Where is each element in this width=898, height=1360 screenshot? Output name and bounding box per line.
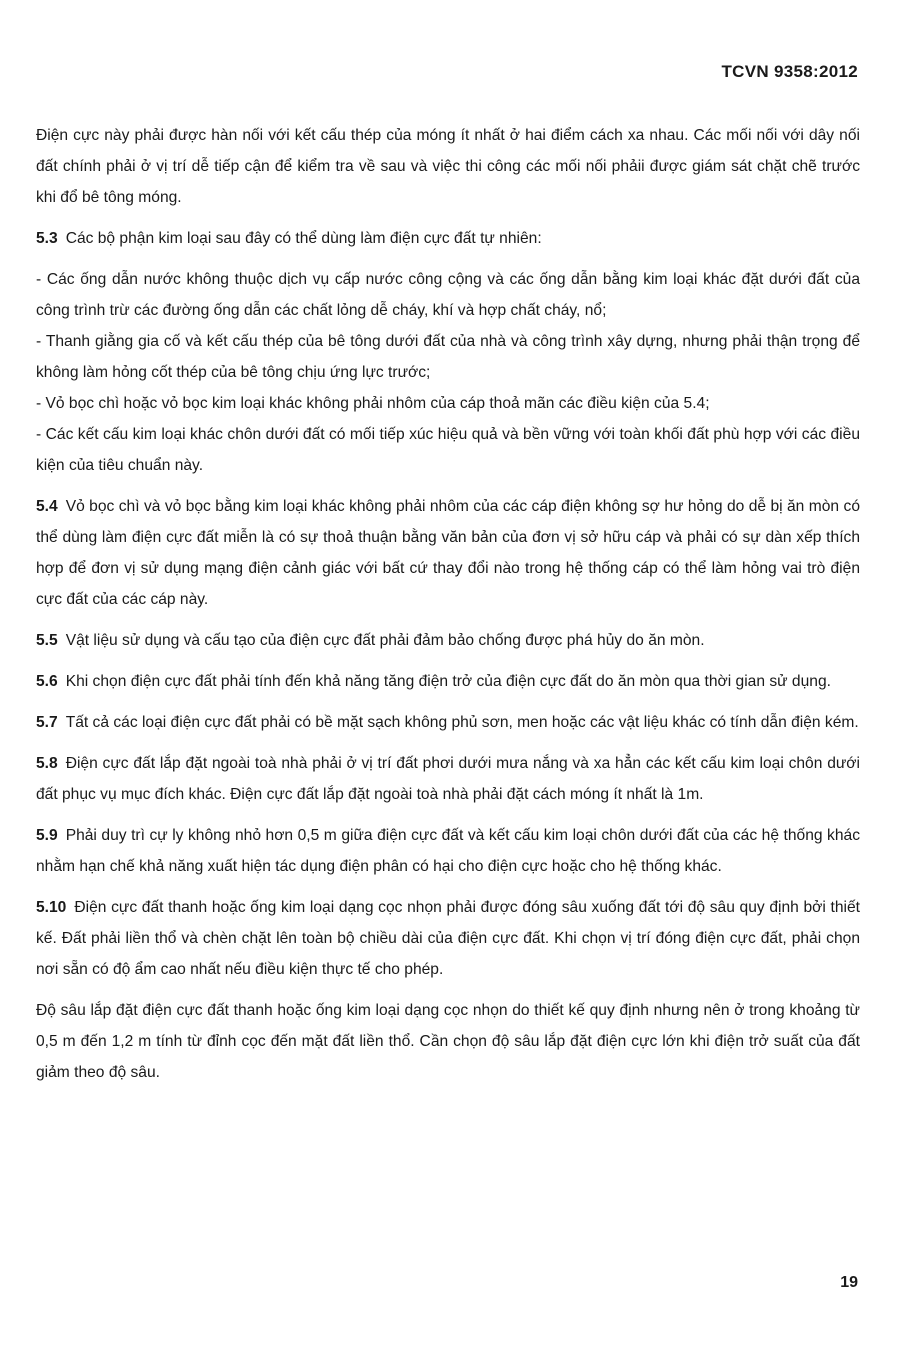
list-item	[36, 419, 860, 481]
clause-5-10	[36, 892, 860, 985]
clause-number: 5.9	[36, 827, 58, 844]
clause-number: 5.7	[36, 714, 58, 731]
list-item-text: - Vỏ bọc chì hoặc vỏ bọc kim loại khác không phải nhôm của cáp thoả mãn các điều kiện của 5.4;	[36, 395, 710, 412]
page-number: 19	[840, 1274, 858, 1291]
list-item-text: - Thanh giằng gia cố và kết cấu thép của bê tông dưới đất của nhà và công trình xây dựng, nhưng phải thận trọng để không làm hỏng cốt thép của bê tông chịu ứng lực trước;	[36, 333, 860, 381]
standard-code: TCVN 9358:2012	[721, 62, 858, 81]
paragraph-text: Độ sâu lắp đặt điện cực đất thanh hoặc ống kim loại dạng cọc nhọn do thiết kế quy định nhưng nên ở trong khoảng từ 0,5 m đến 1,2 m tính từ đỉnh cọc đến mặt đất liền thổ. Cần chọn độ sâu lắp đặt điện cực lớn khi điện trở suất của đất giảm theo độ sâu.	[36, 1002, 860, 1081]
clause-text: Điện cực đất lắp đặt ngoài toà nhà phải ở vị trí đất phơi dưới mưa nắng và xa hẳn các kết cấu kim loại chôn dưới đất phục vụ mục đích khác. Điện cực đất lắp đặt ngoài toà nhà phải đặt cách móng ít nhất là 1m.	[36, 755, 860, 803]
clause-number: 5.8	[36, 755, 58, 772]
clause-5-4	[36, 491, 860, 615]
clause-5-7	[36, 707, 860, 738]
clause-number: 5.6	[36, 673, 58, 690]
clause-text: Khi chọn điện cực đất phải tính đến khả năng tăng điện trở của điện cực đất do ăn mòn qua thời gian sử dụng.	[65, 673, 831, 690]
clause-5-6	[36, 666, 860, 697]
clause-number: 5.10	[36, 899, 67, 916]
list-item-text: - Các kết cấu kim loại khác chôn dưới đất có mối tiếp xúc hiệu quả và bền vững với toàn khối đất phù hợp với các điều kiện của tiêu chuẩn này.	[36, 426, 860, 474]
clause-text: Các bộ phận kim loại sau đây có thể dùng làm điện cực đất tự nhiên:	[65, 230, 542, 247]
document-body	[36, 120, 860, 1098]
clause-text: Điện cực đất thanh hoặc ống kim loại dạng cọc nhọn phải được đóng sâu xuống đất tới độ sâu quy định bởi thiết kế. Đất phải liền thổ và chèn chặt lên toàn bộ chiều dài của điện cực đất. Khi chọn vị trí đóng điện cực đất, phải chọn nơi sẵn có độ ẩm cao nhất nếu điều kiện thực tế cho phép.	[36, 899, 860, 978]
clause-text: Tất cả các loại điện cực đất phải có bề mặt sạch không phủ sơn, men hoặc các vật liệu khác có tính dẫn điện kém.	[65, 714, 859, 731]
clause-number: 5.3	[36, 230, 58, 247]
clause-text: Vỏ bọc chì và vỏ bọc bằng kim loại khác không phải nhôm của các cáp điện không sợ hư hỏng do dễ bị ăn mòn có thể dùng làm điện cực đất miễn là có sự thoả thuận bằng văn bản của đơn vị sở hữu cáp và phải có sự dàn xếp thích hợp để đơn vị sử dụng mạng điện cảnh giác với bất cứ thay đổi nào trong hệ thống cáp có thể làm hỏng vai trò điện cực đất của các cáp này.	[36, 498, 860, 608]
clause-number: 5.5	[36, 632, 58, 649]
clause-5-8	[36, 748, 860, 810]
clause-text: Vật liệu sử dụng và cấu tạo của điện cực đất phải đảm bảo chống được phá hủy do ăn mòn.	[65, 632, 705, 649]
paragraph-5-10-continued	[36, 995, 860, 1088]
clause-number: 5.4	[36, 498, 58, 515]
clause-5-3	[36, 223, 860, 254]
list-item	[36, 264, 860, 326]
paragraph-text: Điện cực này phải được hàn nối với kết cấu thép của móng ít nhất ở hai điểm cách xa nhau. Các mối nối với dây nối đất chính phải ở vị trí dễ tiếp cận để kiểm tra về sau và việc thi công các mối nối phảii được giám sát chặt chẽ trước khi đổ bê tông móng.	[36, 127, 860, 206]
clause-text: Phải duy trì cự ly không nhỏ hơn 0,5 m giữa điện cực đất và kết cấu kim loại chôn dưới đất của các hệ thống khác nhằm hạn chế khả năng xuất hiện tác dụng điện phân có hại cho điện cực hoặc cho hệ thống khác.	[36, 827, 860, 875]
list-item	[36, 326, 860, 388]
list-item	[36, 388, 860, 419]
paragraph-intro	[36, 120, 860, 213]
list-item-text: - Các ống dẫn nước không thuộc dịch vụ cấp nước công cộng và các ống dẫn bằng kim loại khác đặt dưới đất của công trình trừ các đường ống dẫn các chất lỏng dễ cháy, khí và hợp chất cháy, nổ;	[36, 271, 860, 319]
clause-5-9	[36, 820, 860, 882]
clause-5-5	[36, 625, 860, 656]
